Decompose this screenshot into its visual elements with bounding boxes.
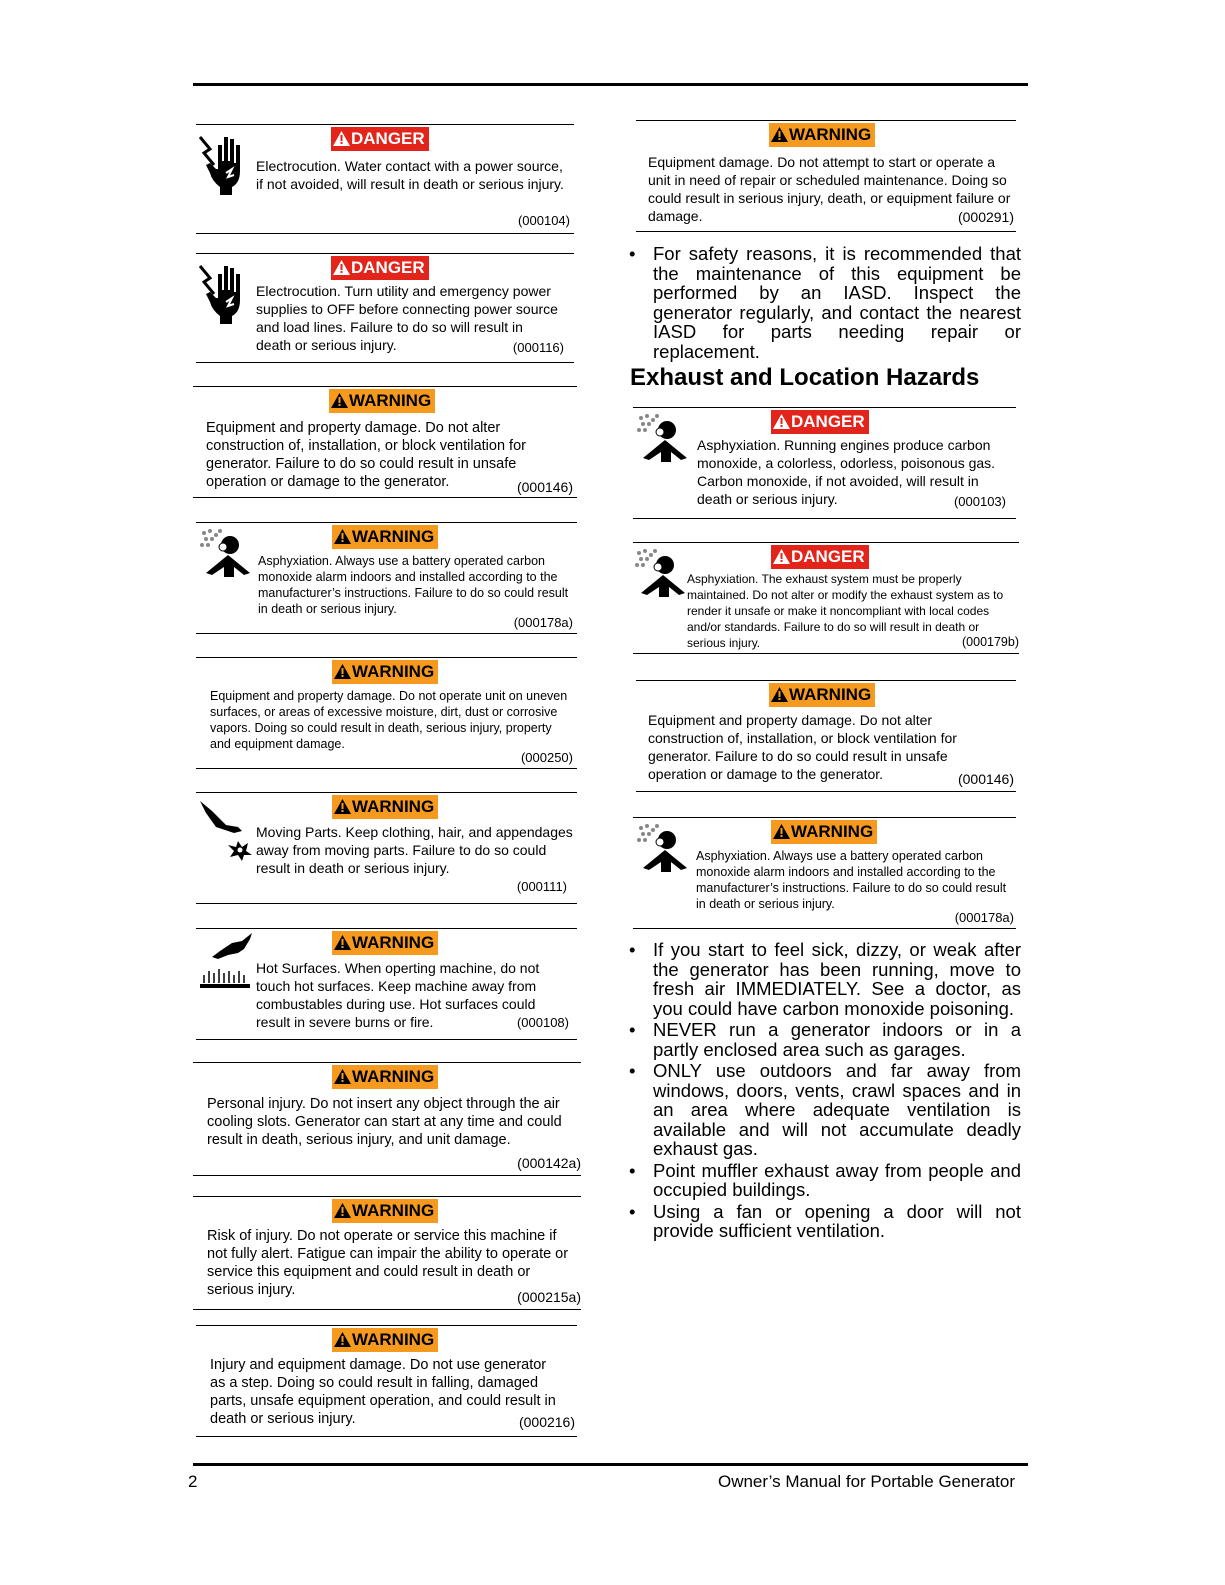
notice-text: Equipment damage. Do not attempt to start or operate a unit in need of repair or scheduled maintenance. Doing so could result in serious injury, death, or equipment failure or damage. — [648, 154, 1011, 224]
notice-code: (000142a) — [517, 1155, 581, 1171]
alert-triangle-icon — [334, 664, 351, 679]
alert-triangle-icon — [334, 935, 351, 950]
notice-code: (000116) — [512, 340, 564, 355]
warning-badge — [769, 683, 875, 707]
notice-text: Personal injury. Do not insert any object through the air cooling slots. Generator can start at any time and could result in death, serious injury, and unit damage. — [207, 1096, 562, 1148]
warning-label: WARNING — [789, 685, 872, 704]
bullet-text: Using a fan or opening a door will not provide sufficient ventilation. — [653, 1200, 1021, 1241]
notice-code: (000250) — [520, 750, 573, 765]
warning-label: WARNING — [352, 662, 435, 681]
header-rule — [193, 83, 1028, 86]
warning-notice-co-alarm-right — [633, 817, 1016, 929]
danger-notice-exhaust-system — [633, 542, 1019, 654]
alert-triangle-icon — [333, 260, 350, 275]
alert-triangle-icon — [334, 1203, 351, 1218]
danger-label: DANGER — [791, 547, 865, 566]
notice-text: Equipment and property damage. Do not alter construction of, installation, or block ventilation for generator. Failure to do so could result in unsafe operation or damage to the generator. — [206, 420, 526, 490]
warning-badge — [332, 931, 438, 955]
notice-text: Asphyxiation. Always use a battery operated carbon monoxide alarm indoors and installed according to the manufacturer’s instructions. Failure to do so could result in death or serious injury. — [696, 849, 1007, 911]
warning-badge — [332, 660, 438, 684]
warning-badge — [771, 820, 877, 844]
warning-badge — [769, 123, 875, 147]
warning-label: WARNING — [789, 125, 872, 144]
danger-notice-electrocution-power — [196, 253, 574, 363]
alert-triangle-icon — [331, 393, 348, 408]
bullet-dot: • — [629, 1019, 636, 1040]
bullet-text: NEVER run a generator indoors or in a partly enclosed area such as garages. — [653, 1019, 1021, 1060]
alert-triangle-icon — [771, 127, 788, 142]
notice-code: (000178a) — [513, 615, 573, 630]
alert-triangle-icon — [773, 414, 790, 429]
warning-notice-step — [196, 1325, 577, 1437]
bullet-item — [627, 1202, 1021, 1241]
section-heading: Exhaust and Location Hazards — [630, 364, 980, 391]
footer-rule — [193, 1463, 1028, 1466]
warning-badge — [329, 389, 435, 413]
asphyxiation-icon — [198, 527, 254, 579]
bullet-dot: • — [629, 1159, 636, 1181]
electrocution-hand-icon — [196, 131, 252, 197]
bullet-text: ONLY use outdoors and far away from windows, doors, vents, crawl spaces and in an area where adequate ventilation is available and will not accumulate deadly exhaust gas. — [653, 1060, 1021, 1159]
electrocution-hand-icon — [196, 260, 252, 326]
notice-code: (000216) — [518, 1414, 575, 1430]
alert-triangle-icon — [773, 549, 790, 564]
notice-text: Injury and equipment damage. Do not use generator as a step. Doing so could result in falling, damaged parts, unsafe equipment operation, and could result in death or serious injury. — [210, 1357, 556, 1427]
warning-notice-hot-surfaces — [196, 928, 577, 1040]
bullet-text: Point muffler exhaust away from people and occupied buildings. — [653, 1159, 1021, 1200]
notice-text: Risk of injury. Do not operate or service this machine if not fully alert. Fatigue can impair the ability to operate or service this equipment and could result in death or serious injury. — [207, 1228, 569, 1298]
bullet-text: If you start to feel sick, dizzy, or weak after the generator has been running, move to fresh air IMMEDIATELY. See a doctor, as you could have carbon monoxide poisoning. — [653, 939, 1021, 1019]
notice-text: Asphyxiation. Always use a battery operated carbon monoxide alarm indoors and installed according to the manufacturer’s instructions. Failure to do so could result in death or serious injury. — [258, 554, 569, 616]
warning-notice-repair — [636, 120, 1016, 232]
page-number: 2 — [188, 1472, 198, 1491]
bullet-dot: • — [629, 1200, 636, 1222]
warning-notice-cooling-slots — [193, 1062, 581, 1176]
danger-badge — [771, 410, 869, 434]
bullet-item — [627, 1161, 1021, 1200]
warning-badge — [332, 1328, 438, 1352]
warning-badge — [332, 525, 438, 549]
notice-text: Hot Surfaces. When operting machine, do not touch hot surfaces. Keep machine away from combustables during use. Hot surfaces could result in severe burns or fire. — [256, 960, 540, 1030]
bullet-item — [627, 1061, 1021, 1159]
danger-label: DANGER — [351, 258, 425, 277]
warning-label: WARNING — [352, 797, 435, 816]
warning-notice-fatigue — [193, 1196, 581, 1310]
warning-notice-uneven-surfaces — [196, 657, 577, 769]
moving-parts-hand-icon — [198, 797, 254, 863]
warning-label: WARNING — [791, 822, 874, 841]
danger-notice-electrocution-water — [196, 124, 574, 234]
asphyxiation-icon — [633, 547, 689, 599]
bullet-item — [627, 244, 1021, 361]
warning-label: WARNING — [352, 1330, 435, 1349]
notice-code: (000146) — [516, 479, 573, 495]
alert-triangle-icon — [771, 687, 788, 702]
alert-triangle-icon — [334, 1332, 351, 1347]
warning-badge — [332, 1199, 438, 1223]
notice-text: Asphyxiation. Running engines produce carbon monoxide, a colorless, odorless, poisonous gas. Carbon monoxide, if not avoided, will result in death or serious injury. — [697, 437, 996, 507]
danger-label: DANGER — [791, 412, 865, 431]
notice-code: (000108) — [516, 1015, 569, 1030]
warning-notice-moving-parts — [196, 792, 577, 904]
notice-code: (000215a) — [517, 1289, 581, 1305]
notice-code: (000179b) — [962, 635, 1019, 649]
asphyxiation-icon — [635, 412, 691, 464]
warning-notice-ventilation — [193, 386, 577, 498]
bullet-dot: • — [629, 939, 636, 960]
asphyxiation-icon — [635, 822, 691, 874]
bullet-dot: • — [629, 243, 636, 264]
warning-label: WARNING — [349, 391, 432, 410]
warning-label: WARNING — [352, 527, 435, 546]
notice-text: Equipment and property damage. Do not operate unit on uneven surfaces, or areas of excessive moisture, dirt, dust or corrosive vapors. Doing so could result in death, serious injury, property and equipment damage. — [210, 689, 568, 751]
notice-text: Electrocution. Water contact with a power source, if not avoided, will result in death or serious injury. — [256, 158, 564, 192]
notice-text: Equipment and property damage. Do not alter construction of, installation, or block ventilation for generator. Failure to do so could result in unsafe operation or damage to the generator. — [648, 712, 957, 782]
warning-badge — [332, 795, 438, 819]
alert-triangle-icon — [773, 824, 790, 839]
notice-code: (000178a) — [954, 910, 1014, 925]
bullet-item — [627, 1020, 1021, 1059]
bullet-item — [627, 940, 1021, 1018]
intro-bullet-list — [627, 244, 1021, 363]
notice-text: Moving Parts. Keep clothing, hair, and appendages away from moving parts. Failure to do so could result in death or serious injury. — [256, 824, 573, 876]
notice-text: Electrocution. Turn utility and emergency power supplies to OFF before connecting power source and load lines. Failure to do so will result in death or serious injury. — [256, 283, 558, 353]
warning-notice-ventilation-right — [636, 680, 1016, 792]
bullet-text: For safety reasons, it is recommended that the maintenance of this equipment be performed by an IASD. Inspect the generator regularly, and contact the nearest IASD for parts needing repair or replacement. — [653, 243, 1021, 362]
alert-triangle-icon — [334, 529, 351, 544]
hot-surface-icon — [198, 931, 254, 991]
danger-badge — [771, 545, 869, 569]
notice-code: (000104) — [517, 213, 570, 228]
bullet-dot: • — [629, 1060, 636, 1081]
footer-title: Owner’s Manual for Portable Generator — [717, 1472, 1015, 1491]
alert-triangle-icon — [334, 1069, 351, 1084]
warning-label: WARNING — [352, 1201, 435, 1220]
warning-label: WARNING — [352, 1067, 435, 1086]
notice-text: Asphyxiation. The exhaust system must be properly maintained. Do not alter or modify the exhaust system as to render it unsafe or make it noncompliant with local codes and/or standards. Failure to do so will result in death or serious injury. — [687, 572, 1004, 650]
danger-badge — [331, 256, 429, 280]
danger-notice-carbon-monoxide — [633, 407, 1016, 519]
notice-code: (000111) — [516, 879, 567, 894]
warning-notice-co-alarm — [196, 522, 577, 634]
notice-code: (000146) — [957, 771, 1014, 787]
exhaust-bullet-list — [627, 940, 1021, 1243]
warning-badge — [332, 1065, 438, 1089]
alert-triangle-icon — [333, 131, 350, 146]
notice-code: (000291) — [957, 209, 1014, 225]
notice-code: (000103) — [953, 494, 1006, 509]
alert-triangle-icon — [334, 799, 351, 814]
danger-badge — [331, 127, 429, 151]
danger-label: DANGER — [351, 129, 425, 148]
warning-label: WARNING — [352, 933, 435, 952]
